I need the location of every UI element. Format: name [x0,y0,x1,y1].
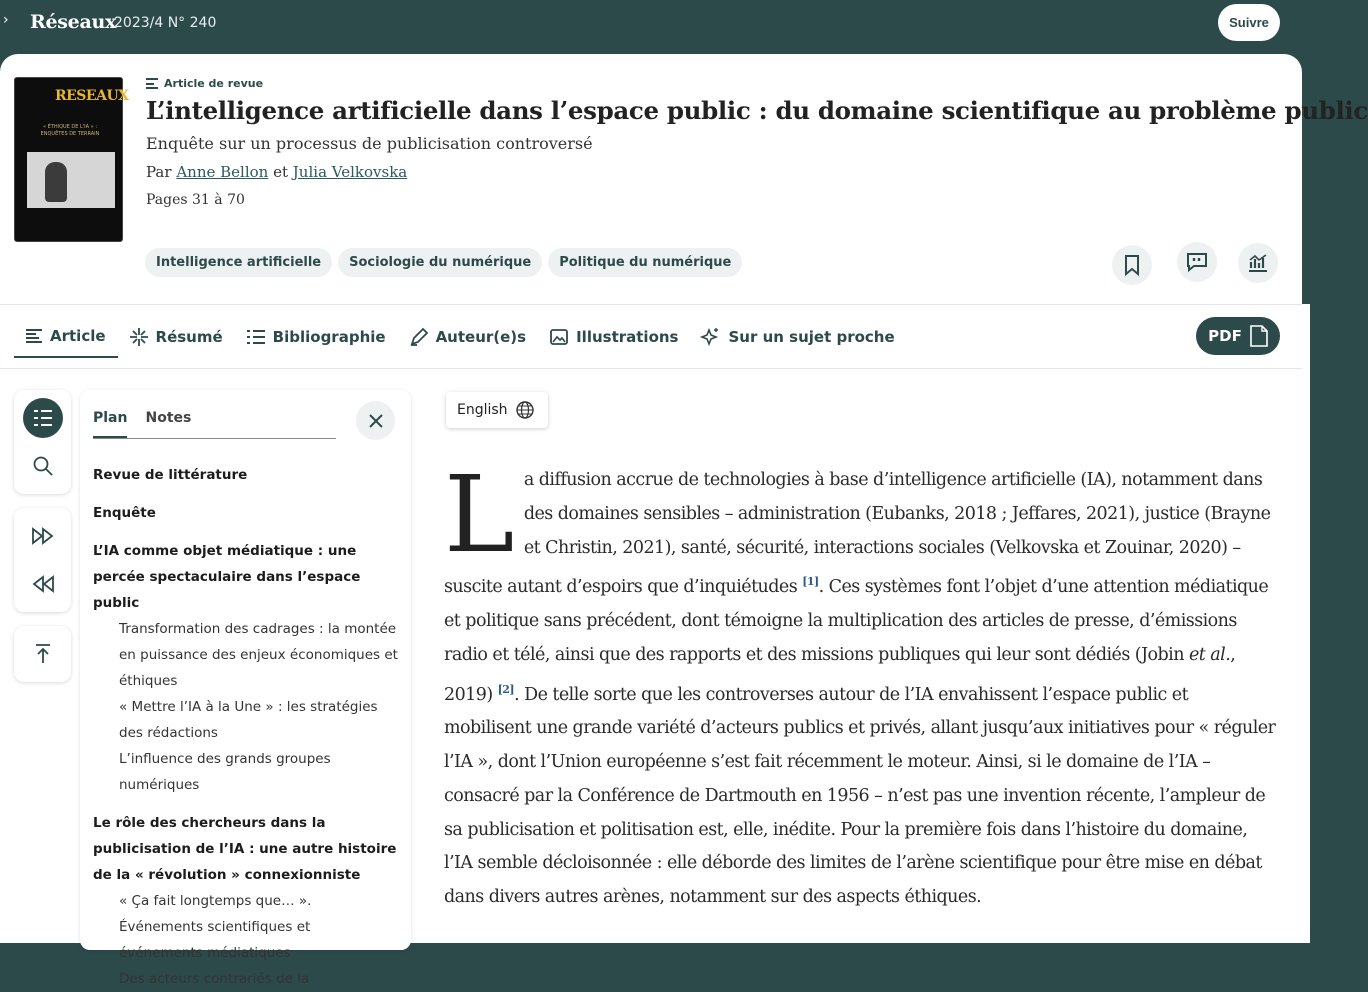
article-type [146,77,263,90]
author-link-2[interactable]: Julia Velkovska [292,163,408,181]
drop-cap: L [444,453,514,576]
paragraph-text: a diffusion accrue de technologies à base d’intelligence artificielle (IA), notamment dans des domaines sensibles – administration (Eubanks, 2018 ; Jeffares, 2021), justice (Brayne et Christin, 2021), santé, sécurité, interactions sociales (Velkovska et Zouinar, 2020) – suscite autant d’espoirs que d’inquiétudes [444,470,1271,598]
tag-ai[interactable]: Intelligence artificielle [145,248,332,277]
reading-tools [14,390,71,696]
tab-bibliography-label: Bibliographie [272,328,386,346]
tab-related[interactable] [690,316,906,358]
tab-bibliography[interactable] [235,316,398,358]
pen-icon [410,328,428,346]
close-icon [369,414,383,428]
search-icon [33,456,53,476]
journal-name[interactable]: Réseaux [30,11,117,33]
article-subtitle: Enquête sur un processus de publicisation controversé [146,134,593,153]
follow-button[interactable]: Suivre [1218,4,1280,41]
plan-panel [80,390,411,987]
tag-digital-policy[interactable]: Politique du numérique [548,248,742,277]
cover-photo [27,152,115,208]
article-body [444,453,1280,915]
scrollbar-track[interactable] [1302,304,1310,943]
tab-abstract[interactable] [118,316,235,358]
search-button[interactable] [23,446,63,486]
journal-cover[interactable] [14,77,129,242]
issue-number: 2023/4 N° 240 [114,15,217,31]
chevron-right-icon[interactable]: › [3,12,9,28]
scrollbar-thumb[interactable] [1302,54,1310,304]
next-section-button[interactable] [23,516,63,556]
stats-button[interactable] [1238,243,1278,283]
toc-subitem[interactable]: Des acteurs contrariés de la [119,971,310,987]
rewind-icon [32,576,54,592]
table-of-contents [93,462,398,992]
tab-notes[interactable]: Notes [145,410,192,426]
toc-item[interactable]: Revue de littérature [93,467,248,483]
tool-group-nav [14,508,71,612]
globe-icon [516,401,534,419]
toc-item[interactable]: Le rôle des chercheurs dans la publicisation de l’IA : une autre histoire de la « révolution » connexionniste [93,815,397,883]
footnote-link-1[interactable]: [1] [802,575,819,589]
quote-icon [1186,252,1208,272]
cover-tagline: « ÉTHIQUE DE L'IA » : ENQUÊTES DE TERRAIN [40,124,100,137]
pages-range: Pages 31 à 70 [146,192,245,208]
tool-group-top [14,626,71,682]
tab-article-label: Article [50,327,106,345]
tab-plan[interactable]: Plan [93,410,127,438]
tab-illustrations-label: Illustrations [576,328,679,346]
cover-figure [45,162,67,202]
main-panel [0,54,1368,987]
pdf-button[interactable] [1196,317,1280,355]
toc-item[interactable]: L’IA comme objet médiatique : une percée spectaculaire dans l’espace public [93,543,361,611]
fast-forward-icon [32,528,54,544]
arrow-up-icon [35,644,51,664]
close-plan-button[interactable] [356,401,395,440]
article-title: L’intelligence artificielle dans l’espace public : du domaine scientifique au problème public [146,96,1368,125]
toc-icon [33,409,53,427]
image-icon [550,329,568,345]
cite-button[interactable] [1177,242,1217,282]
tab-illustrations[interactable] [538,316,690,358]
tab-related-label: Sur un sujet proche [728,328,895,346]
sparkle-icon [130,328,148,346]
bookmark-button[interactable] [1112,245,1152,285]
toc-subitem[interactable]: « Mettre l’IA à la Une » : les stratégies des rédactions [119,699,378,741]
toc-subitem[interactable]: Transformation des cadrages : la montée en puissance des enjeux économiques et éthiques [119,621,398,689]
by-label: Par [146,163,172,181]
plan-tabs [93,410,336,439]
language-selector[interactable] [446,392,548,428]
article-type-label: Article de revue [164,77,264,90]
bookmark-icon [1124,255,1140,275]
paragraph-text: . De telle sorte que les controverses autour de l’IA envahissent l’espace public et mobilisent une grande variété d’acteurs publics et privés, allant jusqu’aux initiatives pour « réguler l’IA », dont l’Union européenne s’est fait récemment le moteur. Ainsi, si le domaine de l’IA – consacré par la Conférence de Dartmouth en 1956 – n’est pas une invention récente, l’ampleur de sa publicisation et politisation est, elle, inédite. Pour la première fois dans l’histoire du domaine, l’IA semble décloisonnée : elle déborde des limites de l’arène scientifique pour être mise en débat dans divers autres arènes, notamment sur des aspects éthiques. [444,684,1276,908]
paragraph-text: . Ces systèmes font l’objet d’une attention médiatique et politique sans précédent, dont témoigne la multiplication des articles de presse, d’émissions radio et télé, ainsi que des rapports et des missions publiques qui leur sont dédiés (Jobin [444,577,1269,665]
sparkles-icon [702,328,720,346]
divider [0,368,1302,369]
author-link-1[interactable]: Anne Bellon [176,163,269,181]
back-to-top-button[interactable] [23,634,63,674]
tab-authors[interactable] [398,316,539,358]
paragraph-text: , 2019) [444,644,1236,705]
previous-section-button[interactable] [23,564,63,604]
tab-authors-label: Auteur(e)s [435,328,527,346]
pdf-file-icon [1250,325,1268,347]
tab-article[interactable] [14,316,118,358]
list-icon [247,329,265,345]
tab-abstract-label: Résumé [155,328,223,346]
toc-subitem[interactable]: « Ça fait longtemps que… ». Événements scientifiques et événements médiatiques [119,893,312,961]
text-lines-icon [146,78,158,89]
footnote-link-2[interactable]: [2] [497,682,515,696]
toc-subitem[interactable]: L’influence des grands groupes numériques [119,751,331,793]
text-lines-icon [26,329,42,343]
tag-digital-sociology[interactable]: Sociologie du numérique [338,248,542,277]
language-label: English [457,402,508,418]
authors-line [146,163,407,181]
and-label: et [273,163,289,181]
cover-logo: RESEAUX [55,88,129,104]
pdf-label: PDF [1208,327,1242,345]
divider [0,304,1302,305]
toc-item[interactable]: Enquête [93,505,156,521]
et-al: et al. [1188,644,1231,665]
keyword-tags [145,248,742,277]
top-bar [0,0,1310,48]
article-tabs [14,316,907,358]
tool-group-toc [14,390,71,494]
toc-toggle-button[interactable] [23,398,63,438]
chart-icon [1247,253,1269,273]
